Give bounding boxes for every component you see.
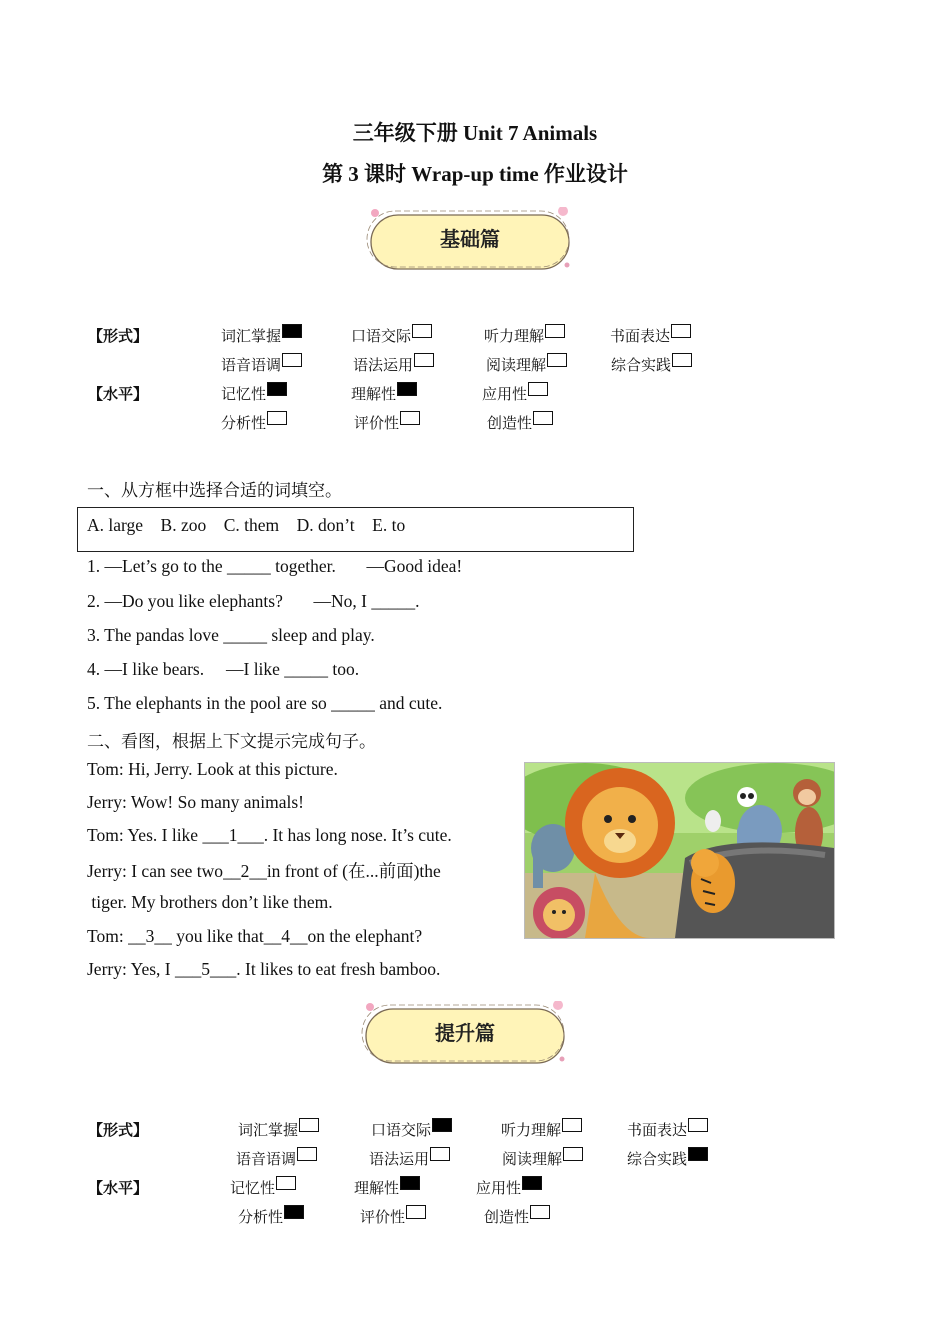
- checkbox-empty: [297, 1147, 317, 1161]
- checkbox-checked: [282, 324, 302, 338]
- option-grammar: 语法运用: [353, 354, 434, 375]
- exercise1-item: 2. —Do you like elephants? —No, I _____.: [87, 591, 420, 611]
- word-options: A. large B. zoo C. them D. don’t E. to: [87, 515, 406, 535]
- option-reading: 阅读理解: [502, 1148, 583, 1169]
- option-listening: 听力理解: [484, 325, 565, 346]
- section-badge-advanced: [360, 1001, 570, 1065]
- checkbox-empty: [528, 382, 548, 396]
- blank-1: ___1___: [202, 825, 264, 845]
- checkbox-checked: [522, 1176, 542, 1190]
- blank-2: __2__: [223, 861, 267, 881]
- exercise1-item: 3. The pandas love _____ sleep and play.: [87, 625, 375, 645]
- option-reading: 阅读理解: [486, 354, 567, 375]
- option-listening: 听力理解: [501, 1119, 582, 1140]
- option-writing: 书面表达: [627, 1119, 708, 1140]
- checkbox-empty: [299, 1118, 319, 1132]
- option-speaking: 口语交际: [371, 1119, 452, 1140]
- level-label: 【水平】: [88, 385, 149, 403]
- option-analysis: 分析性: [238, 1206, 304, 1227]
- dialogue-line: tiger. My brothers don’t like them.: [87, 892, 333, 912]
- option-understanding: 理解性: [351, 383, 417, 404]
- section-badge-label: 提升篇: [435, 1021, 495, 1045]
- page-title: 三年级下册 Unit 7 Animals: [352, 121, 598, 145]
- dialogue-line: Jerry: Yes, I ___5___. It likes to eat fresh bamboo.: [87, 959, 441, 979]
- option-practice: 综合实践: [611, 354, 692, 375]
- option-pronunciation: 语音语调: [236, 1148, 317, 1169]
- checkbox-checked: [432, 1118, 452, 1132]
- option-analysis: 分析性: [221, 412, 287, 433]
- checkbox-empty: [688, 1118, 708, 1132]
- form-label: 【形式】: [88, 1121, 149, 1139]
- option-practice: 综合实践: [627, 1148, 708, 1169]
- checkbox-empty: [533, 411, 553, 425]
- section-badge-basic: [365, 207, 575, 271]
- exercise1-item: 5. The elephants in the pool are so _____ and cute.: [87, 693, 443, 713]
- dialogue-line: Jerry: Wow! So many animals!: [87, 792, 304, 812]
- dialogue-line: Jerry: I can see two__2__in front of (在...前面)the: [87, 861, 441, 881]
- option-creation: 创造性: [484, 1206, 550, 1227]
- blank-5: ___5___: [175, 959, 237, 979]
- form-label: 【形式】: [88, 327, 149, 345]
- blank-4: __4__: [263, 926, 308, 946]
- option-grammar: 语法运用: [369, 1148, 450, 1169]
- option-memory: 记忆性: [230, 1177, 296, 1198]
- checkbox-empty: [671, 324, 691, 338]
- checkbox-checked: [267, 382, 287, 396]
- option-vocabulary: 词汇掌握: [221, 325, 302, 346]
- dialogue-line: Tom: Yes. I like ___1___. It has long nose. It’s cute.: [87, 825, 452, 845]
- checkbox-checked: [397, 382, 417, 396]
- option-memory: 记忆性: [221, 383, 287, 404]
- checkbox-empty: [430, 1147, 450, 1161]
- checkbox-empty: [400, 411, 420, 425]
- exercise1-heading: 一、从方框中选择合适的词填空。: [87, 481, 342, 501]
- option-creation: 创造性: [487, 412, 553, 433]
- checkbox-empty: [414, 353, 434, 367]
- section-badge-label: 基础篇: [440, 227, 500, 251]
- option-speaking: 口语交际: [351, 325, 432, 346]
- checkbox-empty: [406, 1205, 426, 1219]
- checkbox-checked: [284, 1205, 304, 1219]
- checkbox-empty: [282, 353, 302, 367]
- checkbox-empty: [276, 1176, 296, 1190]
- animals-picture: [524, 762, 835, 939]
- option-evaluation: 评价性: [360, 1206, 426, 1227]
- checkbox-empty: [412, 324, 432, 338]
- checkbox-checked: [688, 1147, 708, 1161]
- checkbox-empty: [530, 1205, 550, 1219]
- checkbox-empty: [563, 1147, 583, 1161]
- exercise1-item: 1. —Let’s go to the _____ together. —Good idea!: [87, 556, 463, 576]
- checkbox-empty: [672, 353, 692, 367]
- checkbox-empty: [547, 353, 567, 367]
- exercise1-item: 4. —I like bears. —I like _____ too.: [87, 659, 360, 679]
- blank-3: __3__: [128, 926, 172, 946]
- option-pronunciation: 语音语调: [221, 354, 302, 375]
- option-understanding: 理解性: [354, 1177, 420, 1198]
- level-label: 【水平】: [88, 1179, 149, 1197]
- checkbox-checked: [400, 1176, 420, 1190]
- dialogue-line: Tom: __3__ you like that__4__on the elephant?: [87, 926, 423, 946]
- checkbox-empty: [545, 324, 565, 338]
- lion-cub: [533, 887, 585, 938]
- checkbox-empty: [267, 411, 287, 425]
- option-evaluation: 评价性: [354, 412, 420, 433]
- option-application: 应用性: [476, 1177, 542, 1198]
- exercise2-heading: 二、看图，根据上下文提示完成句子。: [87, 732, 376, 752]
- option-application: 应用性: [482, 383, 548, 404]
- checkbox-empty: [562, 1118, 582, 1132]
- option-writing: 书面表达: [610, 325, 691, 346]
- dialogue-line: Tom: Hi, Jerry. Look at this picture.: [87, 759, 338, 779]
- page-subtitle: 第 3 课时 Wrap-up time 作业设计: [322, 162, 628, 186]
- option-vocabulary: 词汇掌握: [238, 1119, 319, 1140]
